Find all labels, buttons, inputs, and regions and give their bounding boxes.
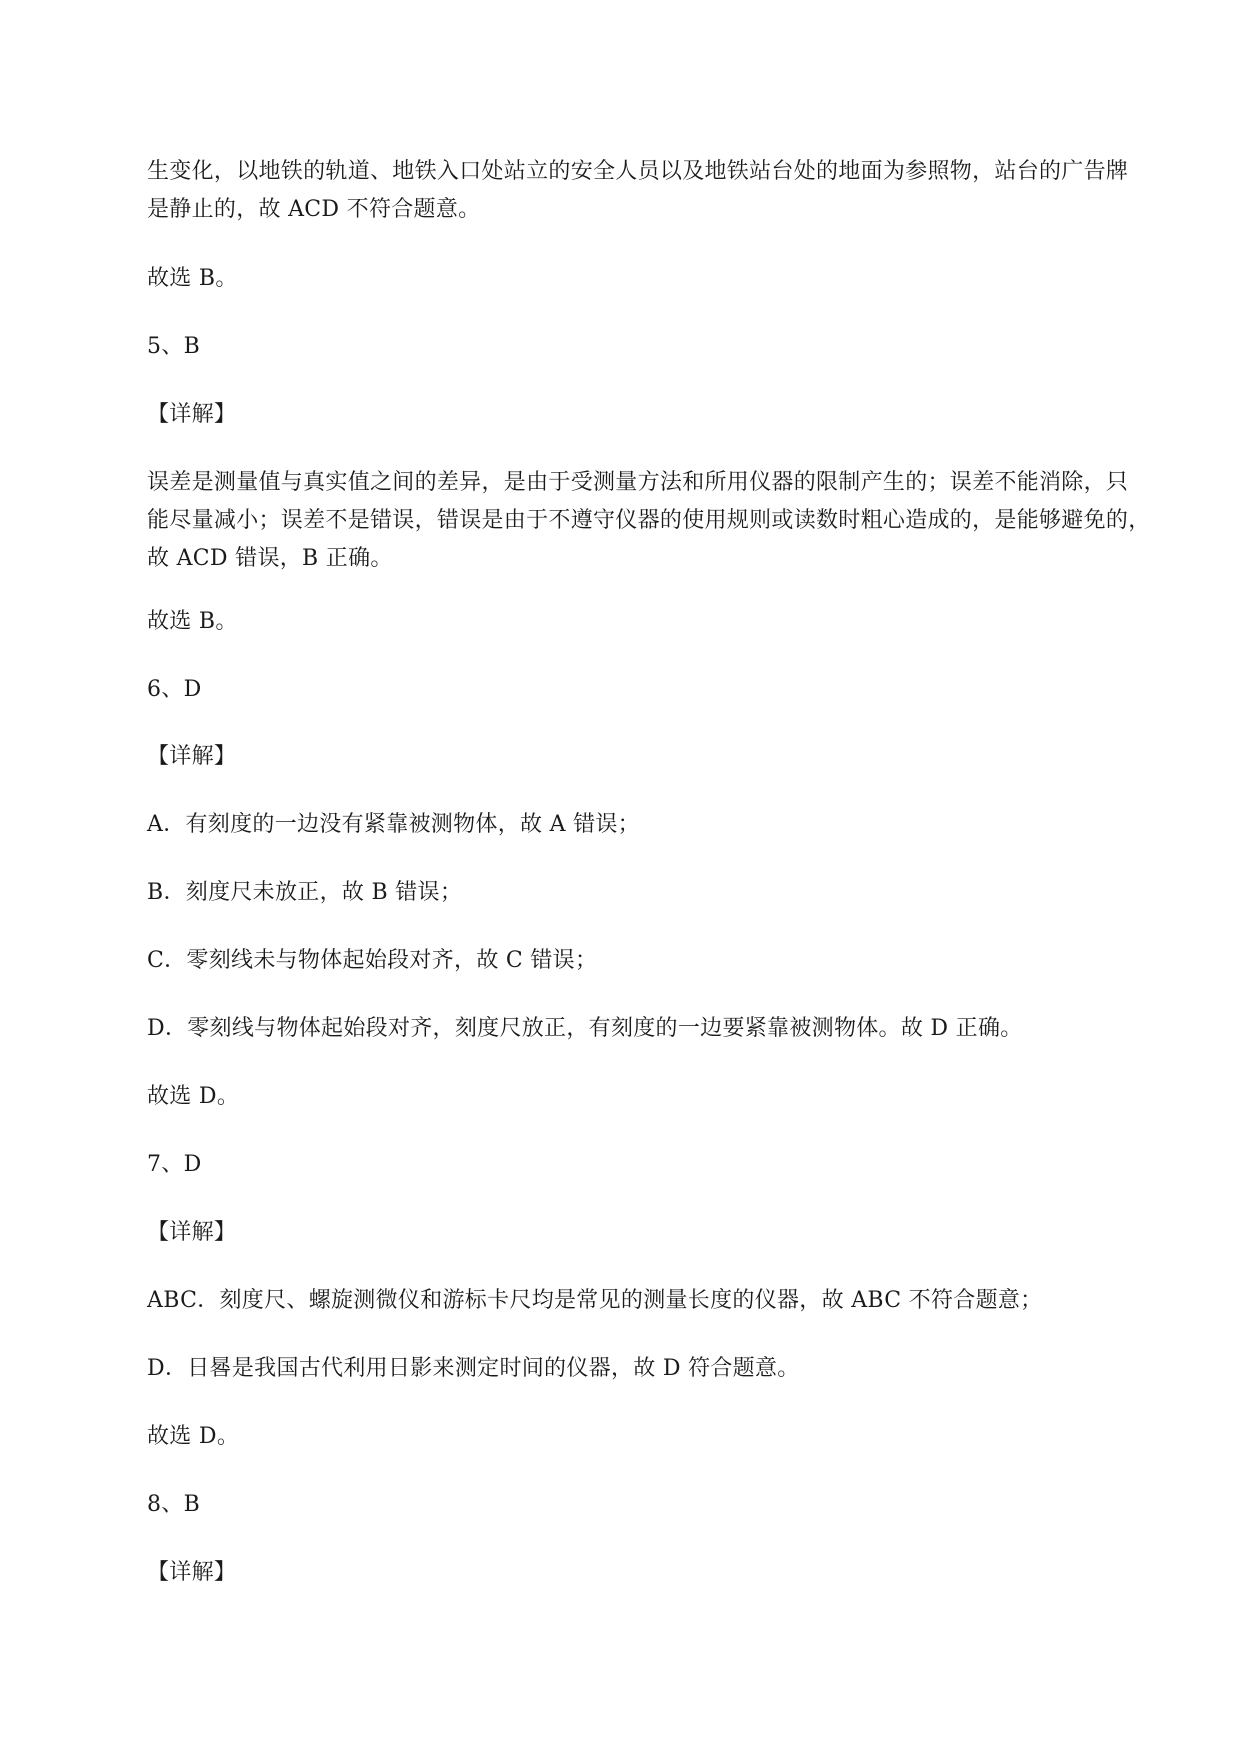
text-line: 能尽量减小；误差不是错误，错误是由于不遵守仪器的使用规则或读数时粗心造成的，是能够避免的， xyxy=(147,508,1151,533)
text-line: 故选 D。 xyxy=(147,1424,240,1449)
text-line: 故选 B。 xyxy=(147,609,238,634)
section-label: 【详解】 xyxy=(147,1560,237,1585)
text-line: 故选 B。 xyxy=(147,266,238,291)
text-line: B．刻度尺未放正，故 B 错误； xyxy=(147,880,463,905)
section-label: 【详解】 xyxy=(147,1220,237,1245)
answer-line: 5、B xyxy=(147,334,201,359)
text-line: C．零刻线未与物体起始段对齐，故 C 错误； xyxy=(147,948,598,973)
text-line: 误差是测量值与真实值之间的差异，是由于受测量方法和所用仪器的限制产生的；误差不能消除，只 xyxy=(147,470,1129,495)
text-line: 故选 D。 xyxy=(147,1084,240,1109)
text-line: A．有刻度的一边没有紧靠被测物体，故 A 错误； xyxy=(147,812,640,837)
section-label: 【详解】 xyxy=(147,744,237,769)
text-line: D．日晷是我国古代利用日影来测定时间的仪器，故 D 符合题意。 xyxy=(147,1356,800,1381)
text-line: 故 ACD 错误，B 正确。 xyxy=(147,546,393,571)
text-line: 是静止的，故 ACD 不符合题意。 xyxy=(147,197,481,222)
answer-line: 8、B xyxy=(147,1492,201,1517)
text-line: D．零刻线与物体起始段对齐，刻度尺放正，有刻度的一边要紧靠被测物体。故 D 正确。 xyxy=(147,1016,1023,1041)
answer-line: 7、D xyxy=(147,1152,202,1177)
section-label: 【详解】 xyxy=(147,402,237,427)
text-line: ABC．刻度尺、螺旋测微仪和游标卡尺均是常见的测量长度的仪器，故 ABC 不符合题意； xyxy=(147,1288,1043,1313)
answer-line: 6、D xyxy=(147,677,202,702)
text-line: 生变化，以地铁的轨道、地铁入口处站立的安全人员以及地铁站台处的地面为参照物，站台的广告牌 xyxy=(147,159,1129,184)
